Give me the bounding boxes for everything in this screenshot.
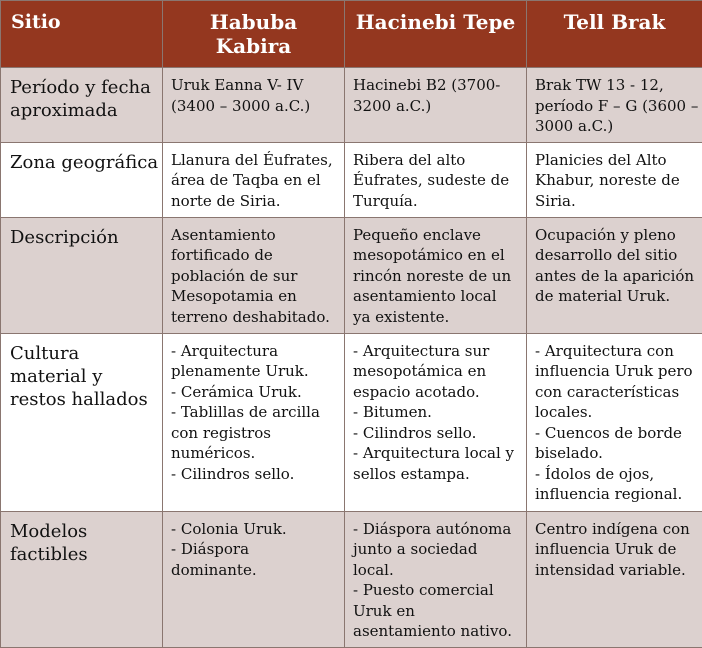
cell-line: - Diáspora autónoma: [353, 519, 518, 540]
cell-line: asentamiento nativo.: [353, 621, 518, 642]
cell-line: Pequeño enclave: [353, 225, 518, 246]
row-label-zona: [1, 142, 163, 217]
row-label-line: aproximada: [10, 99, 154, 122]
cell-line: antes de la aparición: [535, 266, 694, 287]
site-header-hacinebi-tepe: Hacinebi Tepe: [345, 1, 527, 68]
cell-line: dominante.: [171, 560, 336, 581]
cell-line: Hacinebi B2 (3700-: [353, 75, 518, 96]
cell-line: Khabur, noreste de: [535, 170, 694, 191]
cell-line: local.: [353, 560, 518, 581]
cell-line: locales.: [535, 402, 694, 423]
cell-line: - Puesto comercial: [353, 580, 518, 601]
cell-line: - Tablillas de arcilla: [171, 402, 336, 423]
cell-line: rincón noreste de un: [353, 266, 518, 287]
row-label-line: restos hallados: [10, 388, 154, 411]
row-modelos: [1, 511, 702, 647]
cell-line: asentamiento local: [353, 286, 518, 307]
cell-line: - Arquitectura con: [535, 341, 694, 362]
row-label-line: material y: [10, 365, 154, 388]
cell-line: biselado.: [535, 443, 694, 464]
cell-modelos-tell-brak: [527, 511, 702, 647]
cell-line: con características: [535, 382, 694, 403]
cell-line: - Cilindros sello.: [353, 423, 518, 444]
row-label-line: Descripción: [10, 226, 154, 249]
cell-line: Planicies del Alto: [535, 150, 694, 171]
cell-line: - Arquitectura local y: [353, 443, 518, 464]
cell-line: influencia Uruk de: [535, 539, 694, 560]
cell-periodo-tell-brak: [527, 68, 702, 143]
cell-line: 3000 a.C.): [535, 116, 694, 137]
cell-line: mesopotámico en el: [353, 245, 518, 266]
row-zona: [1, 142, 702, 217]
cell-descripcion-tell-brak: [527, 217, 702, 333]
cell-periodo-hacinebi: [345, 68, 527, 143]
cell-modelos-hacinebi: [345, 511, 527, 647]
cell-line: período F – G (3600 –: [535, 96, 694, 117]
cell-line: - Cilindros sello.: [171, 464, 336, 485]
cell-cultura-hacinebi: [345, 333, 527, 511]
cell-descripcion-hacinebi: [345, 217, 527, 333]
cell-line: con registros: [171, 423, 336, 444]
cell-line: - Diáspora: [171, 539, 336, 560]
cell-line: sellos estampa.: [353, 464, 518, 485]
row-label-line: Período y fecha: [10, 76, 154, 99]
cell-line: Uruk Eanna V- IV: [171, 75, 336, 96]
cell-line: (3400 – 3000 a.C.): [171, 96, 336, 117]
row-label-line: Cultura: [10, 342, 154, 365]
row-label-periodo: [1, 68, 163, 143]
cell-line: - Arquitectura sur: [353, 341, 518, 362]
row-periodo: [1, 68, 702, 143]
row-label-cultura: [1, 333, 163, 511]
cell-line: espacio acotado.: [353, 382, 518, 403]
cell-line: - Ídolos de ojos,: [535, 464, 694, 485]
cell-line: de material Uruk.: [535, 286, 694, 307]
row-cultura: [1, 333, 702, 511]
cell-line: ya existente.: [353, 307, 518, 328]
cell-line: Siria.: [535, 191, 694, 212]
cell-line: - Colonia Uruk.: [171, 519, 336, 540]
site-header-tell-brak: Tell Brak: [527, 1, 702, 68]
cell-line: área de Taqba en el: [171, 170, 336, 191]
cell-line: terreno deshabitado.: [171, 307, 336, 328]
cell-line: Centro indígena con: [535, 519, 694, 540]
cell-line: - Cerámica Uruk.: [171, 382, 336, 403]
cell-zona-hacinebi: [345, 142, 527, 217]
cell-line: plenamente Uruk.: [171, 361, 336, 382]
row-label-line: Zona geográfica: [10, 151, 154, 174]
cell-cultura-tell-brak: [527, 333, 702, 511]
row-descripcion: [1, 217, 702, 333]
row-label-modelos: [1, 511, 163, 647]
cell-periodo-habuba: [163, 68, 345, 143]
cell-line: - Cuencos de borde: [535, 423, 694, 444]
cell-line: fortificado de: [171, 245, 336, 266]
cell-zona-habuba: [163, 142, 345, 217]
cell-line: desarrollo del sitio: [535, 245, 694, 266]
cell-line: Turquía.: [353, 191, 518, 212]
cell-line: Mesopotamia en: [171, 286, 336, 307]
cell-modelos-habuba: [163, 511, 345, 647]
row-label-descripcion: [1, 217, 163, 333]
cell-line: Llanura del Éufrates,: [171, 150, 336, 171]
cell-line: población de sur: [171, 266, 336, 287]
cell-line: Éufrates, sudeste de: [353, 170, 518, 191]
row-label-line: factibles: [10, 543, 154, 566]
cell-line: Ocupación y pleno: [535, 225, 694, 246]
cell-line: numéricos.: [171, 443, 336, 464]
cell-line: influencia regional.: [535, 484, 694, 505]
cell-zona-tell-brak: [527, 142, 702, 217]
cell-line: 3200 a.C.): [353, 96, 518, 117]
cell-line: Brak TW 13 - 12,: [535, 75, 694, 96]
cell-line: norte de Siria.: [171, 191, 336, 212]
cell-line: influencia Uruk pero: [535, 361, 694, 382]
corner-header: Sitio: [1, 1, 163, 68]
site-header-habuba-kabira: Habuba Kabira: [163, 1, 345, 68]
cell-line: Ribera del alto: [353, 150, 518, 171]
cell-line: Asentamiento: [171, 225, 336, 246]
cell-line: mesopotámica en: [353, 361, 518, 382]
cell-descripcion-habuba: [163, 217, 345, 333]
cell-cultura-habuba: [163, 333, 345, 511]
cell-line: - Arquitectura: [171, 341, 336, 362]
cell-line: junto a sociedad: [353, 539, 518, 560]
header-row: [1, 1, 702, 68]
row-label-line: Modelos: [10, 520, 154, 543]
cell-line: Uruk en: [353, 601, 518, 622]
cell-line: - Bitumen.: [353, 402, 518, 423]
cell-line: intensidad variable.: [535, 560, 694, 581]
